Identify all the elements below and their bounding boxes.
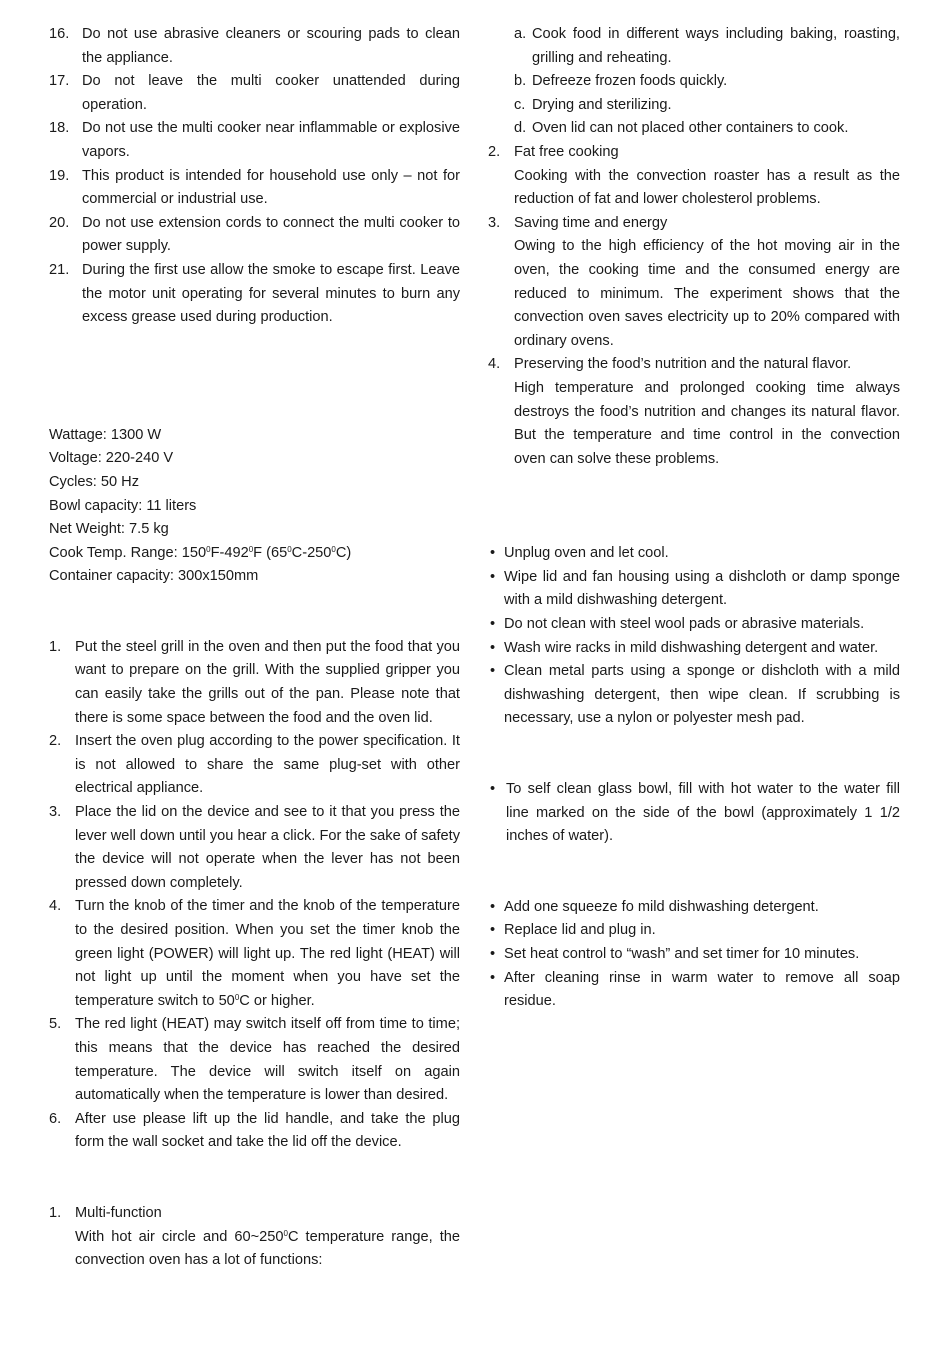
bullet-item: • Clean metal parts using a sponge or dishcloth with a mild dishwashing detergent, then wipe clean. If scrubbing is necessary, use a nylon or polyester mesh pad.	[490, 663, 900, 727]
bullet-item: • Set heat control to “wash” and set timer for 10 minutes.	[490, 946, 860, 962]
list-item: 4. Turn the knob of the timer and the knob of the temperature to the desired position. When you set the timer knob the green light (POWER) will light up. The red light (HEAT) will not light up until the moment when you have set the temperature switch to $50^0C$ or higher.	[49, 898, 460, 1009]
function-sublist	[488, 23, 900, 141]
bullet-item: • Replace lid and plug in.	[490, 922, 656, 939]
bullet-item: • Add one squeeze fo mild dishwashing detergent.	[490, 898, 819, 915]
list-item: 18. Do not use the multi cooker near inflammable or explosive vapors.	[49, 120, 460, 160]
bullet-item: • To self clean glass bowl, fill with hot water to the water fill line marked on the side of the bowl (approximately 1 1/2 inches of water).	[490, 781, 900, 845]
list-item: 4. Preserving the food’s nutrition and the natural flavor. High temperature and prolonged cooking time always destroys the food’s nutrition and changes its natural flavor. But the temperature and time control in the convection oven can solve these problems.	[488, 353, 900, 471]
spec-bowl-capacity: Bowl capacity: 11 liters	[49, 497, 197, 514]
sub-item: d. Oven lid can not placed other containers to cook.	[514, 120, 849, 137]
list-item: 20. Do not use extension cords to connect the multi cooker to power supply.	[49, 214, 460, 255]
list-item: 2. Insert the oven plug according to the power specification. It is not allowed to share the same plug-set with other electrical appliance.	[49, 733, 460, 797]
spec-voltage: Voltage: 220-240 V	[49, 450, 174, 467]
specifications	[49, 424, 460, 589]
list-item: 2. Fat free cooking Cooking with the convection roaster has a result as the reduction of fat and lower cholesterol problems.	[488, 141, 900, 212]
cleaning-list	[488, 542, 900, 731]
sub-item: c. Drying and sterilizing.	[514, 96, 672, 113]
feature-title: Preserving the food’s nutrition and the natural flavor.	[514, 356, 852, 373]
list-item: 5. The red light (HEAT) may switch itself off from time to time; this means that the device has reached the desired temperature. The device will switch itself on again automatically when the temperature is lower than desired.	[49, 1016, 460, 1104]
list-item: 6. After use please lift up the lid handle, and take the plug form the wall socket and take the lid off the device.	[49, 1110, 460, 1151]
feature-title: Saving time and energy	[514, 214, 668, 231]
bullet-item: • Unplug oven and let cool.	[490, 545, 669, 562]
bullet-item: • Wash wire racks in mild dishwashing detergent and water.	[490, 639, 879, 656]
spec-net-weight: Net Weight: 7.5 kg	[49, 521, 169, 538]
feature-list-continued	[488, 141, 900, 471]
left-column	[49, 23, 460, 1273]
sub-item: a. Cook food in different ways including baking, roasting, grilling and reheating.	[514, 26, 900, 66]
self-clean-list	[488, 778, 900, 849]
list-item: 1. Put the steel grill in the oven and then put the food that you want to prepare on the grill. With the supplied gripper you can easily take the grills out of the pan. Please note that there is some space between the food and the oven lid.	[49, 638, 460, 726]
list-item: 3. Place the lid on the device and see to it that you press the lever well down until you hear a click. For the sake of safety the device will not operate when the lever has not been pressed down completely.	[49, 804, 460, 891]
operation-list	[49, 636, 460, 1155]
feature-title: Fat free cooking	[514, 143, 619, 160]
spec-cycles: Cycles: 50 Hz	[49, 473, 140, 490]
sub-item: b. Defreeze frozen foods quickly.	[514, 73, 728, 90]
list-item: 16. Do not use abrasive cleaners or scouring pads to clean the appliance.	[49, 26, 460, 66]
spec-temp-range: Cook Temp. Range: $150^0F-492^0F$ $(65^0C-250^0C)$	[49, 544, 352, 561]
safety-list	[49, 23, 460, 330]
list-item: 19. This product is intended for household use only – not for commercial or industrial use.	[49, 167, 460, 208]
final-steps-list	[488, 896, 900, 1014]
feature-title: Multi-function	[75, 1204, 162, 1221]
spec-container-capacity: Container capacity: 300x150mm	[49, 568, 259, 585]
spec-wattage: Wattage: 1300 W	[49, 426, 162, 443]
list-item: 21. During the first use allow the smoke to escape first. Leave the motor unit operating for several minutes to burn any excess grease used during production.	[49, 261, 460, 326]
feature-list	[49, 1202, 460, 1273]
list-item: 1. Multi-function With hot air circle and $60\sim 250^0C$ temperature range, the convection oven has a lot of functions:	[49, 1202, 460, 1273]
right-column	[488, 23, 900, 1014]
list-item: 3. Saving time and energy Owing to the high efficiency of the hot moving air in the oven, the cooking time and the consumed energy are reduced to minimum. The experiment shows that the convection oven saves electricity up to 20% compared with ordinary ovens.	[488, 212, 900, 354]
list-item: 17. Do not leave the multi cooker unattended during operation.	[49, 73, 460, 113]
bullet-item: • Do not clean with steel wool pads or abrasive materials.	[490, 616, 865, 633]
bullet-item: • After cleaning rinse in warm water to remove all soap residue.	[490, 969, 900, 1010]
bullet-item: • Wipe lid and fan housing using a dishcloth or damp sponge with a mild dishwashing detergent.	[490, 568, 900, 609]
